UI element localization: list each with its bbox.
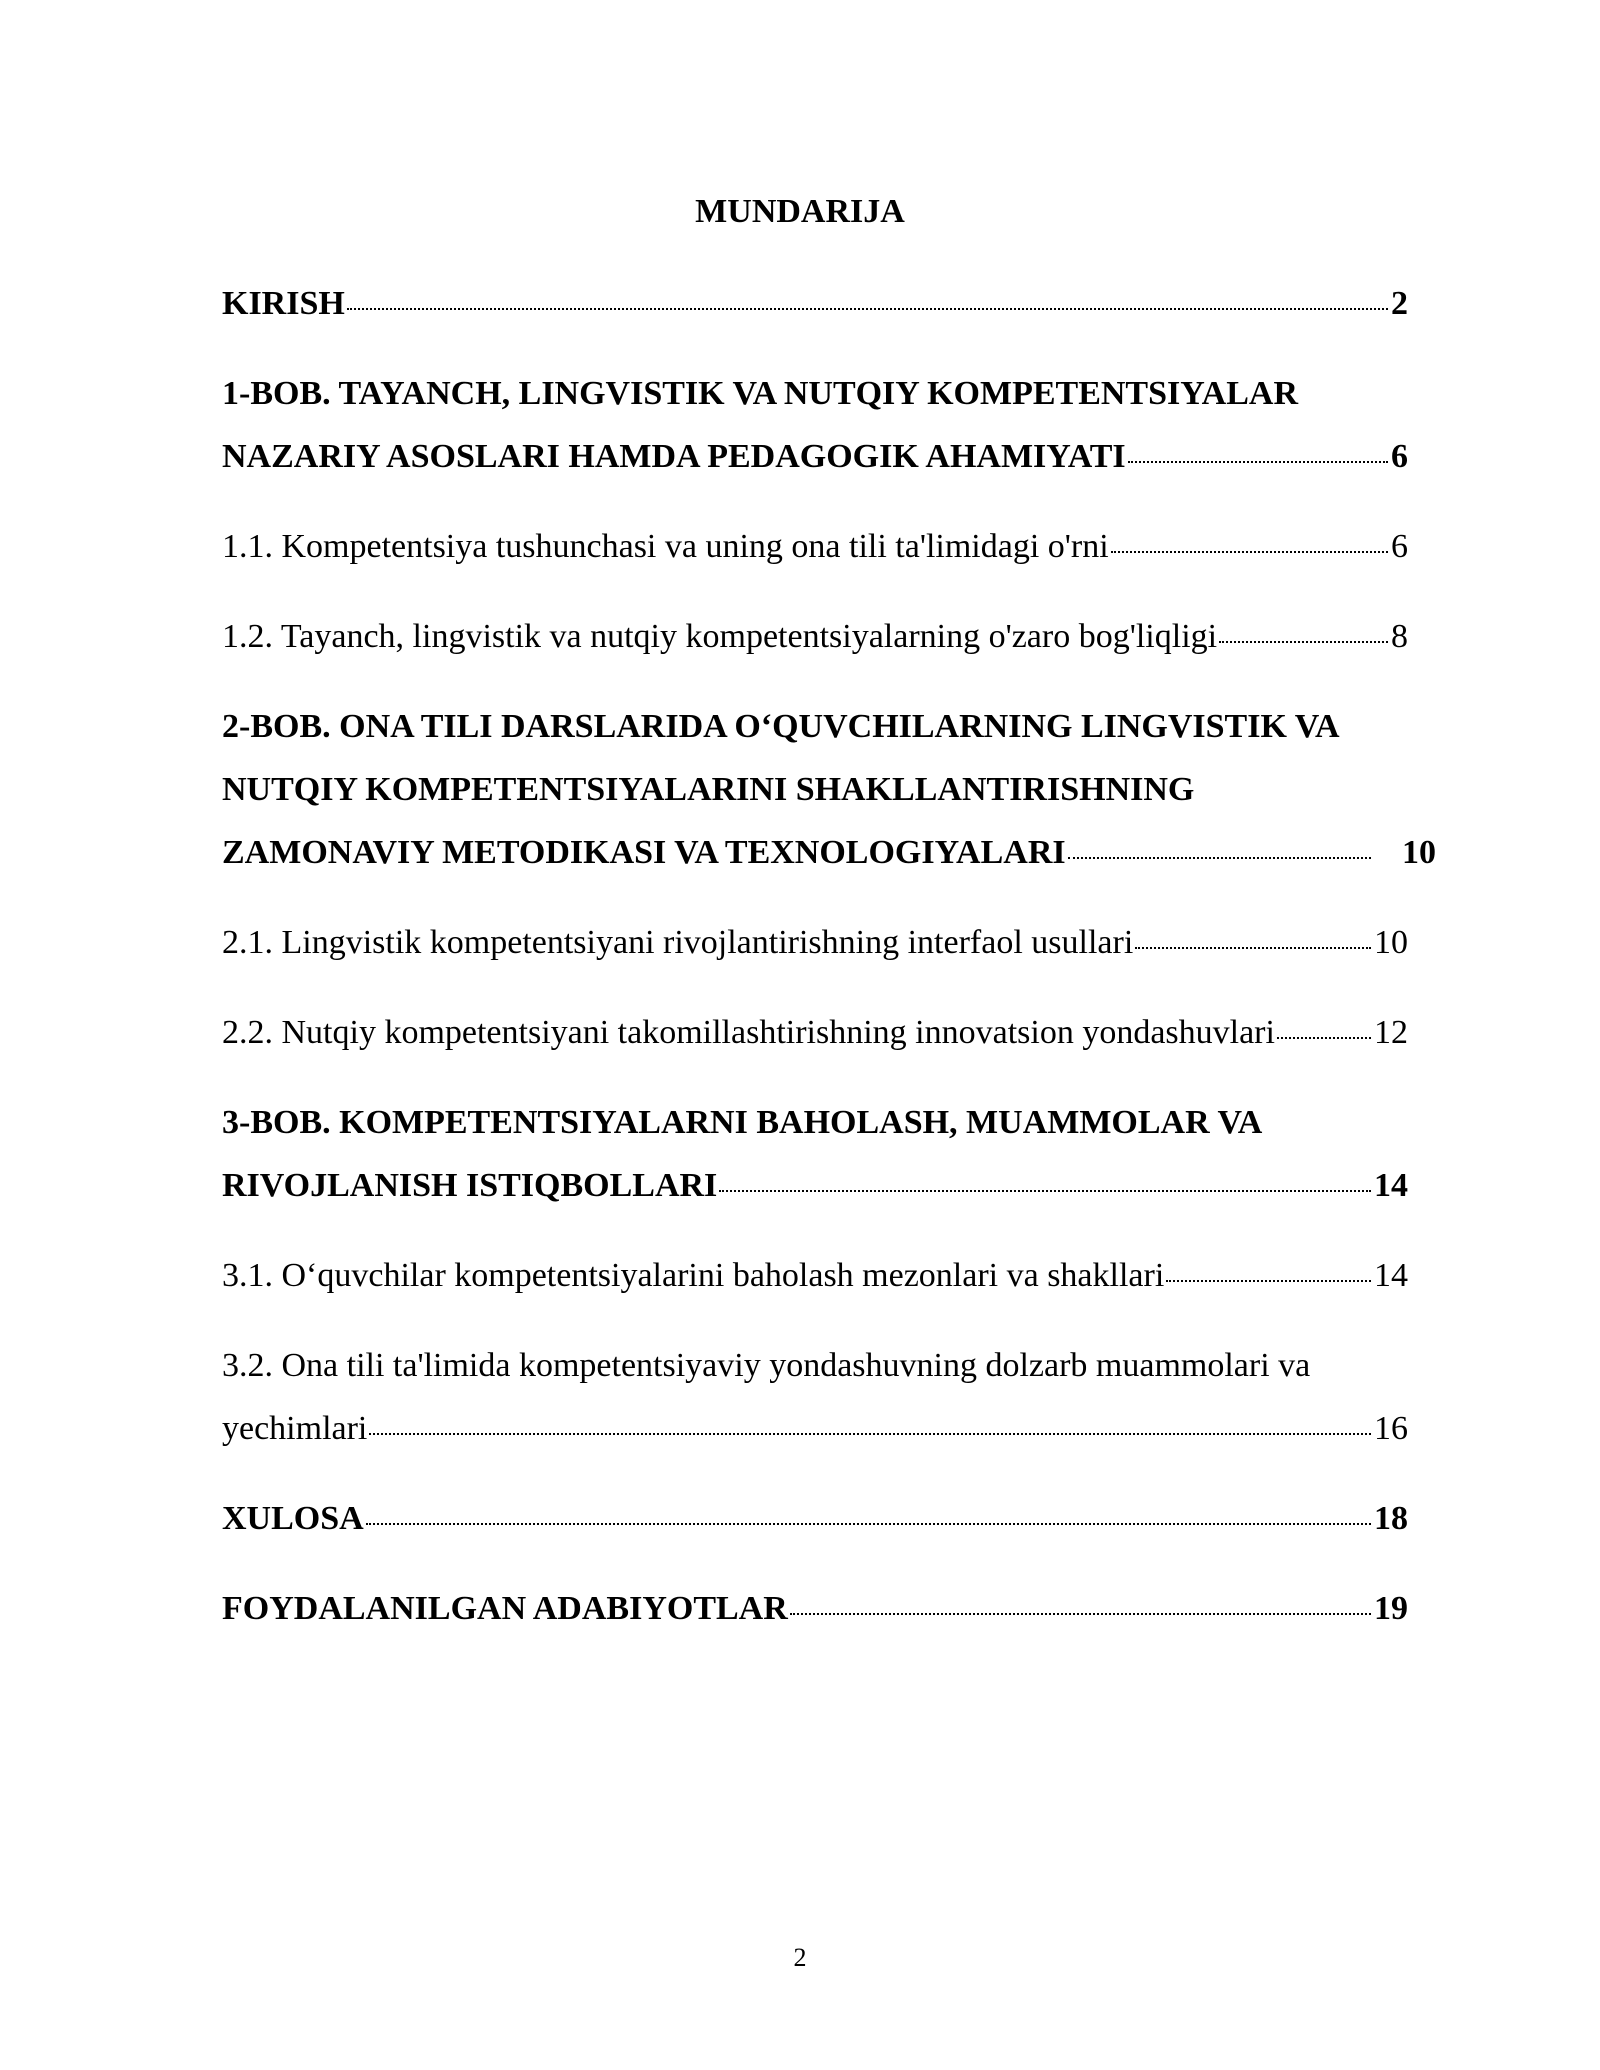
toc-page-number: 14 [1374, 1257, 1408, 1294]
toc-entry-title: XULOSA [222, 1500, 364, 1537]
toc-entry-title: FOYDALANILGAN ADABIYOTLAR [222, 1590, 788, 1627]
toc-entry-section-3-1[interactable] [222, 1244, 1408, 1307]
toc-page-number: 6 [1391, 438, 1408, 475]
toc-page-number: 14 [1374, 1167, 1408, 1204]
toc-entry-title-line: 2-BOB. ONA TILI DARSLARIDA O‘QUVCHILARNING LINGVISTIK VA [222, 708, 1340, 745]
toc-page-number: 16 [1374, 1410, 1408, 1447]
toc-page-number: 6 [1391, 528, 1408, 565]
toc-entry-title-line: RIVOJLANISH ISTIQBOLLARI [222, 1167, 718, 1204]
dot-leader [1128, 461, 1388, 463]
toc-entry-title-line: ZAMONAVIY METODIKASI VA TEXNOLOGIYALARI [222, 834, 1066, 871]
toc-entry-title: 1.1. Kompetentsiya tushunchasi va uning ona tili ta'limidagi o'rni [222, 528, 1109, 565]
toc-entry-title: 1.2. Tayanch, lingvistik va nutqiy kompetentsiyalarning o'zaro bog'liqligi [222, 618, 1218, 655]
dot-leader [1111, 551, 1388, 553]
toc-entry-title-line: 3.2. Ona tili ta'limida kompetentsiyaviy yondashuvning dolzarb muammolari va [222, 1347, 1311, 1384]
toc-entry-xulosa[interactable] [222, 1487, 1408, 1550]
toc-entry-section-1-2[interactable] [222, 605, 1408, 668]
dot-leader [790, 1613, 1371, 1615]
toc-entry-chapter-3[interactable] [222, 1091, 1408, 1217]
toc-page-number: 10 [1402, 834, 1436, 871]
toc-entry-title-line: 1-BOB. TAYANCH, LINGVISTIK VA NUTQIY KOMPETENTSIYALAR [222, 375, 1299, 412]
toc-entry-title: 2.1. Lingvistik kompetentsiyani rivojlantirishning interfaol usullari [222, 924, 1134, 961]
dot-leader [369, 1433, 1371, 1435]
toc-entry-chapter-2[interactable] [222, 695, 1436, 884]
toc-entry-section-3-2[interactable] [222, 1334, 1408, 1460]
dot-leader [1068, 857, 1371, 859]
toc-page-number: 18 [1374, 1500, 1408, 1537]
toc-entry-title: 2.2. Nutqiy kompetentsiyani takomillashtirishning innovatsion yondashuvlari [222, 1014, 1275, 1051]
toc-entry-title-line: yechimlari [222, 1410, 368, 1447]
dot-leader [719, 1190, 1371, 1192]
toc-entry-section-2-2[interactable] [222, 1001, 1408, 1064]
toc-entry-references[interactable] [222, 1577, 1408, 1640]
page-title: MUNDARIJA [695, 193, 905, 230]
dot-leader [1166, 1280, 1371, 1282]
dot-leader [1135, 947, 1371, 949]
dot-leader [366, 1523, 1371, 1525]
footer-page-number: 2 [793, 1943, 807, 1972]
toc-page-number: 12 [1374, 1014, 1408, 1051]
toc-page-number: 10 [1374, 924, 1408, 961]
toc-entry-title-line: NAZARIY ASOSLARI HAMDA PEDAGOGIK AHAMIYATI [222, 438, 1126, 475]
table-of-contents [222, 272, 1436, 1667]
toc-entry-section-1-1[interactable] [222, 515, 1408, 578]
toc-page-number: 8 [1391, 618, 1408, 655]
toc-entry-kirish[interactable] [222, 272, 1408, 335]
toc-page-number: 19 [1374, 1590, 1408, 1627]
dot-leader [1219, 641, 1388, 643]
toc-entry-chapter-1[interactable] [222, 362, 1408, 488]
dot-leader [1277, 1037, 1371, 1039]
toc-entry-title: 3.1. O‘quvchilar kompetentsiyalarini baholash mezonlari va shakllari [222, 1257, 1165, 1294]
toc-entry-title: KIRISH [222, 285, 345, 322]
toc-entry-section-2-1[interactable] [222, 911, 1408, 974]
toc-entry-title-line: 3-BOB. KOMPETENTSIYALARNI BAHOLASH, MUAMMOLAR VA [222, 1104, 1263, 1141]
toc-entry-title-line: NUTQIY KOMPETENTSIYALARINI SHAKLLANTIRISHNING [222, 771, 1195, 808]
dot-leader [347, 308, 1388, 310]
toc-page-number: 2 [1391, 285, 1408, 322]
